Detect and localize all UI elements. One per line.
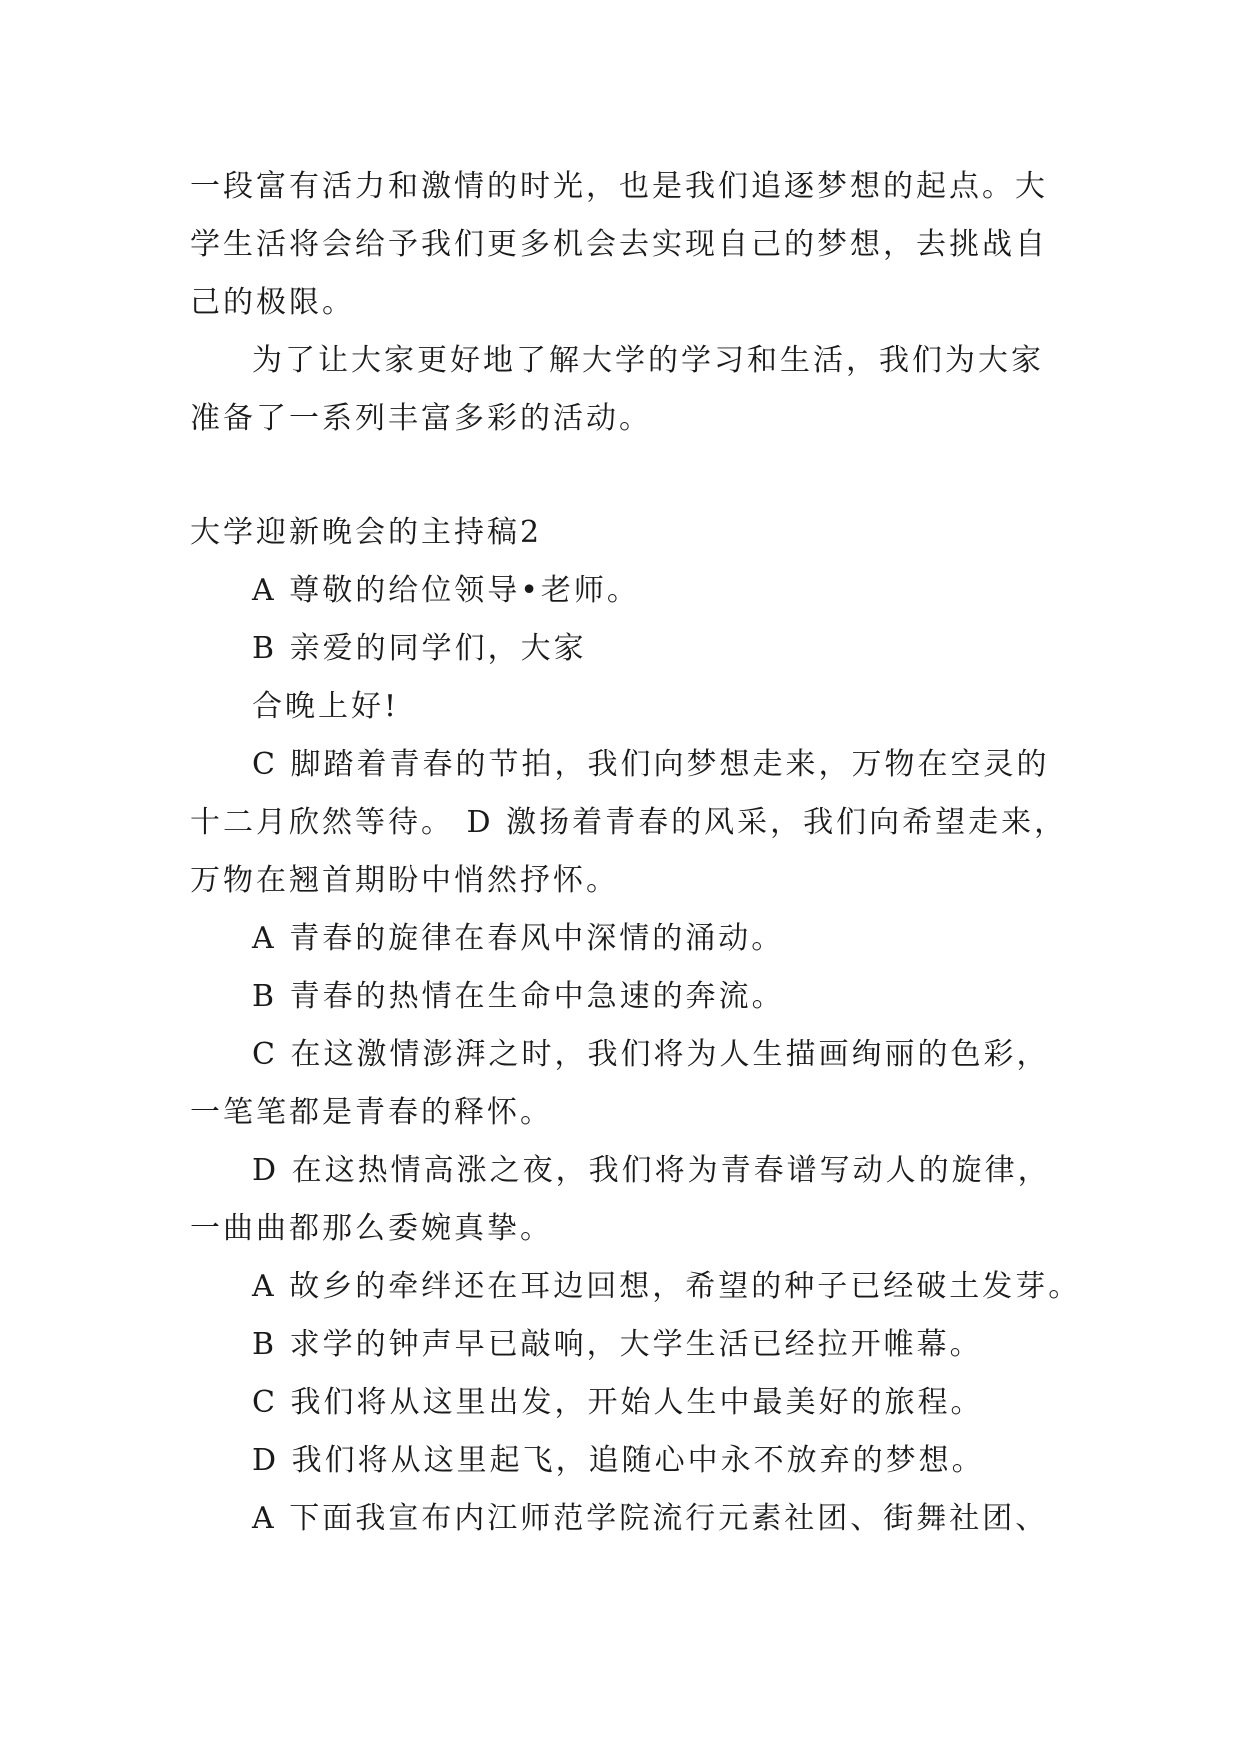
script-line: C 我们将从这里出发，开始人生中最美好的旅程。 <box>252 1385 984 1420</box>
script-line: 一笔笔都是青春的释怀。 <box>190 1095 553 1130</box>
section-title: 大学迎新晚会的主持稿2 <box>190 515 543 550</box>
script-line: B 亲爱的同学们，大家 <box>252 631 587 666</box>
intro-paragraph-1 <box>190 158 1070 332</box>
text-line: 己的极限。 <box>190 285 355 320</box>
script-line: 合晚上好! <box>252 689 400 724</box>
intro-paragraph-2 <box>190 332 1070 448</box>
text-line: 准备了一系列丰富多彩的活动。 <box>190 401 652 436</box>
text-line: 学生活将会给予我们更多机会去实现自己的梦想，去挑战自 <box>190 227 1048 262</box>
script-line: A 故乡的牵绊还在耳边回想，希望的种子已经破土发芽。 <box>252 1269 1082 1304</box>
script-line: B 青春的热情在生命中急速的奔流。 <box>252 979 785 1014</box>
text-line: 为了让大家更好地了解大学的学习和生活，我们为大家 <box>252 343 1044 378</box>
script-line: 十二月欣然等待。 D 激扬着青春的风采，我们向希望走来， <box>190 805 1068 840</box>
script-line: A 青春的旋律在春风中深情的涌动。 <box>252 921 785 956</box>
document-body <box>190 158 1082 1548</box>
script-line: 一曲曲都那么委婉真挚。 <box>190 1211 553 1246</box>
script-line: A 尊敬的给位领导•老师。 <box>252 573 640 608</box>
text-line: 一段富有活力和激情的时光，也是我们追逐梦想的起点。大 <box>190 169 1048 204</box>
script-line: 万物在翘首期盼中悄然抒怀。 <box>190 863 619 898</box>
script-line: D 我们将从这里起飞，追随心中永不放弃的梦想。 <box>252 1443 985 1478</box>
script-lines <box>190 562 1082 1548</box>
script-line: D 在这热情高涨之夜，我们将为青春谱写动人的旋律， <box>252 1153 1051 1188</box>
script-line: B 求学的钟声早已敲响，大学生活已经拉开帷幕。 <box>252 1327 983 1362</box>
script-line: A 下面我宣布内江师范学院流行元素社团、街舞社团、 <box>252 1501 1049 1536</box>
script-line: C 脚踏着青春的节拍，我们向梦想走来，万物在空灵的 <box>252 747 1050 782</box>
script-line: C 在这激情澎湃之时，我们将为人生描画绚丽的色彩， <box>252 1037 1050 1072</box>
section-spacer <box>190 448 1070 504</box>
